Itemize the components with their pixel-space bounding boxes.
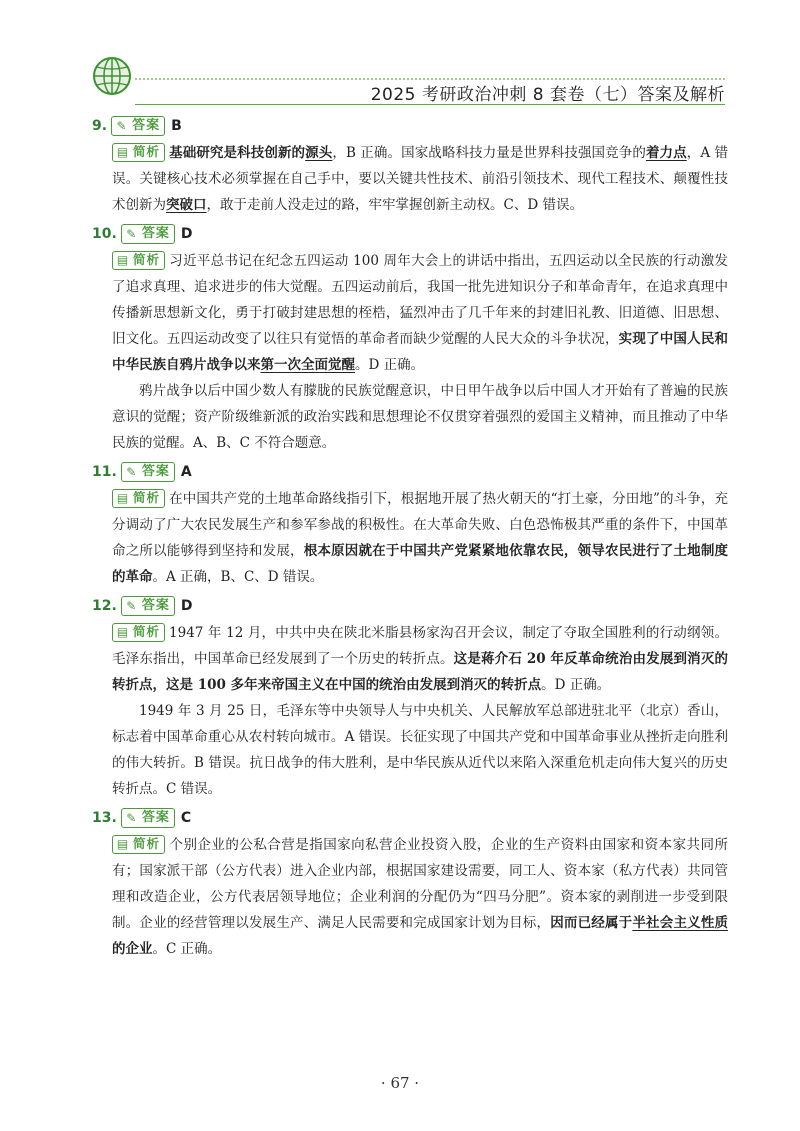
answer-choice: D xyxy=(180,226,193,242)
analysis-badge xyxy=(112,143,165,162)
answer-label: 答案 xyxy=(141,464,170,479)
question-number: 10. xyxy=(92,226,117,242)
analysis-text: 这是蒋介石 20 年反革命统治由发展到消灭的转折点，这是 100 多年来帝国主义在中国的统治由发展到消灭的转折点 xyxy=(112,651,729,693)
analysis-text: 。C 正确。 xyxy=(152,941,222,957)
analysis-text: 。A 正确，B、C、D 错误。 xyxy=(152,569,324,585)
analysis-text: 第一次全面觉醒 xyxy=(260,357,355,373)
answer-badge xyxy=(121,596,175,616)
analysis-label: 简析 xyxy=(133,144,161,159)
question-answer-row xyxy=(92,220,728,248)
question-number: 11. xyxy=(92,464,117,480)
pencil-icon: ✎ xyxy=(126,465,138,479)
analysis-text: 1947 年 12 月，中共中央在陕北米脂县杨家沟召开会议，制定了夺取全国胜利的行动纲领。毛泽东指出，中国革命已经发展到了一个历史的转折点。 xyxy=(112,625,728,667)
analysis-text: 基础研究是科技创新的 xyxy=(169,145,306,161)
analysis-paragraph xyxy=(112,140,728,218)
analysis-text: ，B 正确。国家战略科技力量是世界科技强国竞争的 xyxy=(332,145,646,161)
analysis-text: ，A 错误。关键核心技术必须掌握在自己手中，要以关键共性技术、前沿引领技术、现代工程技术、颠覆性技术创新为 xyxy=(112,145,729,213)
analysis-badge xyxy=(112,489,165,508)
analysis-text: ，敢于走前人没走过的路，牢牢掌握创新主动权。C、D 错误。 xyxy=(206,197,583,213)
question-number: 12. xyxy=(92,598,117,614)
analysis-text: 。D 正确。 xyxy=(355,357,425,373)
answer-list xyxy=(92,112,728,964)
analysis-text: 习近平总书记在纪念五四运动 100 周年大会上的讲话中指出，五四运动以全民族的行动激发了追求真理、追求进步的伟大觉醒。五四运动前后，我国一批先进知识分子和革命青年，在追求真理中传播新思想新文化，勇于打破封建思想的桎梏，猛烈冲击了几千年来的封建旧礼教、旧道德、旧思想、旧文化。五四运动改变了以往只有觉悟的革命者而缺少觉醒的人民大众的斗争状况， xyxy=(112,253,728,347)
answer-badge xyxy=(121,808,175,828)
question-number: 9. xyxy=(92,118,108,134)
analysis-paragraph xyxy=(112,248,728,378)
analysis-text: 半社会主义性质 xyxy=(632,915,729,931)
analysis-badge xyxy=(112,623,165,642)
analysis-text: 突破口 xyxy=(166,197,207,213)
analysis-text: 在中国共产党的土地革命路线指引下，根据地开展了热火朝天的“打土豪，分田地”的斗争，充分调动了广大农民发展生产和参军参战的积极性。在大革命失败、白色恐怖极其严重的条件下，中国革命之所以能够得到坚持和发展， xyxy=(112,491,728,559)
question-answer-row xyxy=(92,458,728,486)
header-title: 2025 考研政治冲刺 8 套卷（七）答案及解析 xyxy=(370,85,725,105)
answer-choice: D xyxy=(180,598,193,614)
answer-badge xyxy=(121,224,175,244)
book-icon: ▤ xyxy=(116,253,130,267)
analysis-label: 简析 xyxy=(133,836,161,851)
pencil-icon: ✎ xyxy=(126,599,138,613)
paragraph-text: 鸦片战争以后中国少数人有朦胧的民族觉醒意识，中日甲午战争以后中国人才开始有了普遍的民族意识的觉醒；资产阶级维新派的政治实践和思想理论不仅贯穿着强烈的爱国主义精神，而且推动了中华民族的觉醒。A、B、C 不符合题意。 xyxy=(112,383,728,451)
analysis-text: 着力点 xyxy=(645,145,687,161)
paragraph-text: 1949 年 3 月 25 日，毛泽东等中央领导人与中央机关、人民解放军总部进驻北平（北京）香山，标志着中国革命重心从农村转向城市。A 错误。长征实现了中国共产党和中国革命事业从挫折走向胜利的伟大转折。B 错误。抗日战争的伟大胜利，是中华民族从近代以来陷入深重危机走向伟大复兴的历史转折点。C 错误。 xyxy=(112,703,728,797)
analysis-text: 个别企业的公私合营是指国家向私营企业投资入股，企业的生产资料由国家和资本家共同所有；国家派干部（公方代表）进入企业内部，根据国家建设需要，同工人、资本家（私方代表）共同管理和改造企业，公方代表居领导地位；企业利润的分配仍为“四马分肥”。资本家的剥削进一步受到限制。企业的经营管理以发展生产、满足人民需要和完成国家计划为目标， xyxy=(112,837,728,931)
header-rule xyxy=(135,104,725,105)
book-icon: ▤ xyxy=(116,625,130,639)
answer-label: 答案 xyxy=(141,226,170,241)
question-answer-row xyxy=(92,112,728,140)
analysis-paragraph xyxy=(112,620,728,698)
analysis-text: 因而已经属于 xyxy=(550,915,633,931)
extra-paragraph xyxy=(112,378,728,456)
analysis-text: 的企业 xyxy=(112,941,153,957)
question-block xyxy=(92,592,728,802)
pencil-icon: ✎ xyxy=(116,119,128,133)
question-answer-row xyxy=(92,804,728,832)
answer-choice: C xyxy=(180,810,192,826)
analysis-label: 简析 xyxy=(133,252,161,267)
question-block xyxy=(92,804,728,962)
analysis-paragraph xyxy=(112,832,728,962)
analysis-paragraph xyxy=(112,486,728,590)
answer-badge xyxy=(111,116,165,136)
analysis-label: 简析 xyxy=(133,624,161,639)
question-answer-row xyxy=(92,592,728,620)
answer-label: 答案 xyxy=(132,118,161,133)
analysis-badge xyxy=(112,835,165,854)
answer-label: 答案 xyxy=(141,810,170,825)
analysis-badge xyxy=(112,251,165,270)
analysis-label: 简析 xyxy=(133,490,161,505)
analysis-text: 根本原因就在于中国共产党紧紧地依靠农民，领导农民进行了土地制度的革命 xyxy=(112,543,729,585)
pencil-icon: ✎ xyxy=(126,811,138,825)
book-icon: ▤ xyxy=(116,837,130,851)
analysis-text: 实现了中国人民和中华民族自鸦片战争以来 xyxy=(112,331,729,373)
question-block xyxy=(92,458,728,590)
book-icon: ▤ xyxy=(116,145,130,159)
page-header xyxy=(0,0,800,110)
book-icon: ▤ xyxy=(116,491,130,505)
page-number: · 67 · xyxy=(380,1074,420,1092)
pencil-icon: ✎ xyxy=(126,227,138,241)
question-block xyxy=(92,112,728,218)
question-block xyxy=(92,220,728,456)
question-number: 13. xyxy=(92,810,117,826)
analysis-text: 源头 xyxy=(305,145,333,161)
answer-label: 答案 xyxy=(141,598,170,613)
answer-badge xyxy=(121,462,175,482)
answer-choice: A xyxy=(180,464,192,480)
globe-icon xyxy=(92,56,132,96)
answer-choice: B xyxy=(171,118,182,134)
extra-paragraph xyxy=(112,698,728,802)
analysis-text: 。D 正确。 xyxy=(541,677,611,693)
